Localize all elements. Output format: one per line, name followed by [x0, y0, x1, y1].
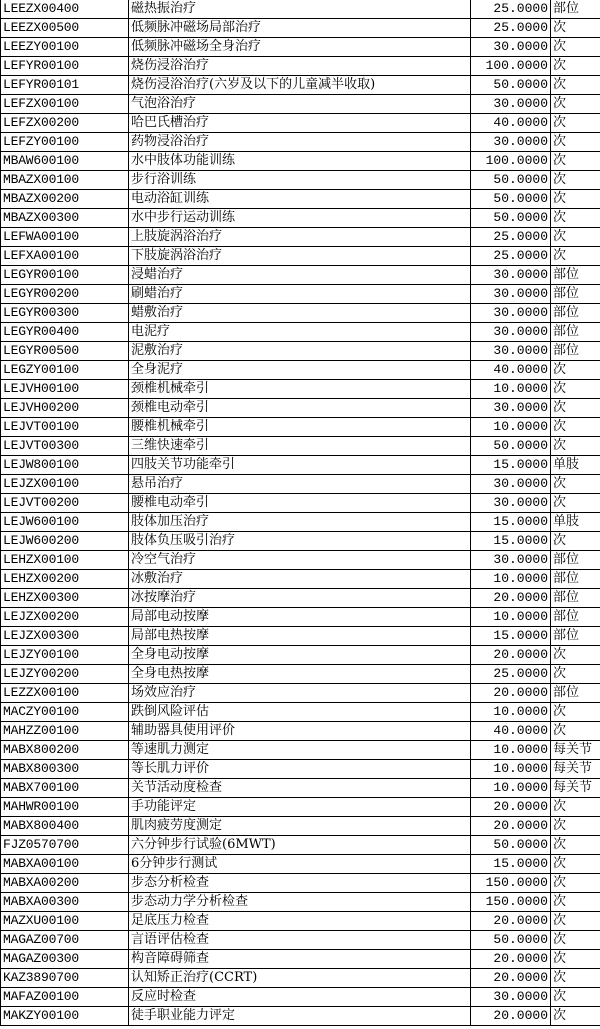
item-unit-cell: 部位 [551, 285, 600, 304]
item-code-cell: LEJZX00300 [1, 627, 129, 646]
item-name-cell: 冰敷治疗 [129, 570, 471, 589]
table-row [1, 399, 600, 418]
table-row [1, 456, 600, 475]
item-code-cell: MBAZX00100 [1, 171, 129, 190]
item-price-cell: 10.0000 [471, 418, 551, 437]
item-price-cell: 40.0000 [471, 722, 551, 741]
item-price-cell: 50.0000 [471, 437, 551, 456]
item-price-cell: 50.0000 [471, 171, 551, 190]
item-name-cell: 低频脉冲磁场全身治疗 [129, 38, 471, 57]
item-name-cell: 冰按摩治疗 [129, 589, 471, 608]
item-unit-cell: 次 [551, 931, 600, 950]
table-row [1, 855, 600, 874]
item-code-cell: MAGAZ00300 [1, 950, 129, 969]
item-price-cell: 30.0000 [471, 38, 551, 57]
item-unit-cell: 次 [551, 950, 600, 969]
item-price-cell: 15.0000 [471, 456, 551, 475]
item-unit-cell: 次 [551, 171, 600, 190]
table-row [1, 304, 600, 323]
item-price-cell: 30.0000 [471, 95, 551, 114]
item-code-cell: LEJVH00200 [1, 399, 129, 418]
item-unit-cell: 每关节 [551, 741, 600, 760]
table-row [1, 589, 600, 608]
table-row [1, 380, 600, 399]
item-unit-cell: 部位 [551, 342, 600, 361]
item-code-cell: LEFXA00100 [1, 247, 129, 266]
item-unit-cell: 部位 [551, 589, 600, 608]
table-row [1, 38, 600, 57]
item-price-cell: 10.0000 [471, 608, 551, 627]
item-price-cell: 20.0000 [471, 646, 551, 665]
item-unit-cell: 部位 [551, 551, 600, 570]
item-unit-cell: 次 [551, 437, 600, 456]
item-name-cell: 徒手职业能力评定 [129, 1007, 471, 1026]
item-unit-cell: 部位 [551, 608, 600, 627]
item-code-cell: MAHZZ00100 [1, 722, 129, 741]
item-code-cell: MABX800400 [1, 817, 129, 836]
item-unit-cell: 次 [551, 95, 600, 114]
item-name-cell: 跌倒风险评估 [129, 703, 471, 722]
item-code-cell: LEHZX00200 [1, 570, 129, 589]
item-unit-cell: 次 [551, 133, 600, 152]
table-row [1, 437, 600, 456]
item-code-cell: LEJZX00100 [1, 475, 129, 494]
item-code-cell: LEGYR00100 [1, 266, 129, 285]
item-price-cell: 25.0000 [471, 0, 551, 19]
item-unit-cell: 次 [551, 418, 600, 437]
item-unit-cell: 部位 [551, 304, 600, 323]
item-unit-cell: 次 [551, 722, 600, 741]
item-code-cell: FJZ0570700 [1, 836, 129, 855]
table-row [1, 608, 600, 627]
item-code-cell: LEGYR00300 [1, 304, 129, 323]
item-price-cell: 20.0000 [471, 950, 551, 969]
table-row [1, 988, 600, 1007]
item-price-cell: 100.0000 [471, 57, 551, 76]
item-name-cell: 腰椎电动牵引 [129, 494, 471, 513]
item-price-cell: 20.0000 [471, 817, 551, 836]
item-name-cell: 关节活动度检查 [129, 779, 471, 798]
item-name-cell: 全身电动按摩 [129, 646, 471, 665]
item-unit-cell: 部位 [551, 0, 600, 19]
item-name-cell: 步行浴训练 [129, 171, 471, 190]
item-unit-cell: 次 [551, 380, 600, 399]
item-price-cell: 10.0000 [471, 703, 551, 722]
item-unit-cell: 次 [551, 893, 600, 912]
item-name-cell: 六分钟步行试验(6MWT) [129, 836, 471, 855]
table-row [1, 950, 600, 969]
table-row [1, 57, 600, 76]
item-price-cell: 40.0000 [471, 361, 551, 380]
item-code-cell: LEJZY00200 [1, 665, 129, 684]
table-row [1, 969, 600, 988]
item-code-cell: MBAW600100 [1, 152, 129, 171]
item-price-cell: 150.0000 [471, 874, 551, 893]
item-code-cell: LEEZX00500 [1, 19, 129, 38]
item-code-cell: LEFZX00200 [1, 114, 129, 133]
item-code-cell: LEGZY00100 [1, 361, 129, 380]
item-unit-cell: 次 [551, 247, 600, 266]
item-price-cell: 30.0000 [471, 304, 551, 323]
item-code-cell: LEJVT00300 [1, 437, 129, 456]
table-row [1, 760, 600, 779]
item-unit-cell: 每关节 [551, 779, 600, 798]
item-code-cell: LEJVH00100 [1, 380, 129, 399]
item-unit-cell: 次 [551, 475, 600, 494]
item-name-cell: 手功能评定 [129, 798, 471, 817]
table-row [1, 551, 600, 570]
table-row [1, 342, 600, 361]
item-code-cell: MABX800200 [1, 741, 129, 760]
item-name-cell: 悬吊治疗 [129, 475, 471, 494]
item-name-cell: 磁热振治疗 [129, 0, 471, 19]
item-price-cell: 25.0000 [471, 19, 551, 38]
item-code-cell: MABXA00200 [1, 874, 129, 893]
item-name-cell: 烧伤浸浴治疗(六岁及以下的儿童减半收取) [129, 76, 471, 95]
item-code-cell: LEJZY00100 [1, 646, 129, 665]
item-price-cell: 15.0000 [471, 532, 551, 551]
item-price-cell: 30.0000 [471, 266, 551, 285]
item-price-cell: 25.0000 [471, 665, 551, 684]
item-name-cell: 四肢关节功能牵引 [129, 456, 471, 475]
table-row [1, 133, 600, 152]
item-name-cell: 刷蜡治疗 [129, 285, 471, 304]
item-name-cell: 气泡浴治疗 [129, 95, 471, 114]
item-unit-cell: 次 [551, 969, 600, 988]
item-unit-cell: 部位 [551, 570, 600, 589]
item-name-cell: 辅助器具使用评价 [129, 722, 471, 741]
item-unit-cell: 次 [551, 361, 600, 380]
table-row [1, 532, 600, 551]
item-price-cell: 30.0000 [471, 475, 551, 494]
item-name-cell: 6分钟步行测试 [129, 855, 471, 874]
table-row [1, 836, 600, 855]
item-unit-cell: 次 [551, 874, 600, 893]
item-price-cell: 40.0000 [471, 114, 551, 133]
item-code-cell: LEGYR00500 [1, 342, 129, 361]
item-code-cell: MAFAZ00100 [1, 988, 129, 1007]
item-price-cell: 50.0000 [471, 76, 551, 95]
item-price-cell: 100.0000 [471, 152, 551, 171]
item-name-cell: 低频脉冲磁场局部治疗 [129, 19, 471, 38]
item-price-cell: 15.0000 [471, 855, 551, 874]
item-name-cell: 肢体负压吸引治疗 [129, 532, 471, 551]
item-code-cell: MAGAZ00700 [1, 931, 129, 950]
item-code-cell: MAHWR00100 [1, 798, 129, 817]
table-row [1, 114, 600, 133]
table-row [1, 190, 600, 209]
table-row [1, 323, 600, 342]
item-name-cell: 浸蜡治疗 [129, 266, 471, 285]
item-unit-cell: 次 [551, 190, 600, 209]
item-code-cell: LEJW600200 [1, 532, 129, 551]
item-name-cell: 全身电热按摩 [129, 665, 471, 684]
table-row [1, 171, 600, 190]
item-price-cell: 20.0000 [471, 1007, 551, 1026]
item-code-cell: MBAZX00200 [1, 190, 129, 209]
item-code-cell: LEFYR00101 [1, 76, 129, 95]
item-name-cell: 水中肢体功能训练 [129, 152, 471, 171]
item-price-cell: 20.0000 [471, 589, 551, 608]
item-name-cell: 腰椎机械牵引 [129, 418, 471, 437]
item-name-cell: 哈巴氏槽治疗 [129, 114, 471, 133]
item-unit-cell: 次 [551, 399, 600, 418]
table-row [1, 152, 600, 171]
item-price-cell: 10.0000 [471, 570, 551, 589]
item-unit-cell: 次 [551, 703, 600, 722]
item-code-cell: LEEZY00100 [1, 38, 129, 57]
item-price-cell: 30.0000 [471, 342, 551, 361]
item-name-cell: 水中步行运动训练 [129, 209, 471, 228]
table-row [1, 798, 600, 817]
item-unit-cell: 次 [551, 19, 600, 38]
item-price-cell: 50.0000 [471, 190, 551, 209]
item-unit-cell: 次 [551, 228, 600, 247]
item-name-cell: 上肢旋涡浴治疗 [129, 228, 471, 247]
item-name-cell: 足底压力检查 [129, 912, 471, 931]
table-row [1, 95, 600, 114]
item-price-cell: 15.0000 [471, 513, 551, 532]
item-price-cell: 30.0000 [471, 551, 551, 570]
item-code-cell: LEEZX00400 [1, 0, 129, 19]
table-row [1, 893, 600, 912]
item-unit-cell: 部位 [551, 266, 600, 285]
item-unit-cell: 次 [551, 76, 600, 95]
item-unit-cell: 次 [551, 57, 600, 76]
item-name-cell: 电动浴缸训练 [129, 190, 471, 209]
item-name-cell: 下肢旋涡浴治疗 [129, 247, 471, 266]
item-name-cell: 等长肌力评价 [129, 760, 471, 779]
item-price-cell: 30.0000 [471, 494, 551, 513]
table-row [1, 646, 600, 665]
table-row [1, 513, 600, 532]
item-price-cell: 150.0000 [471, 893, 551, 912]
item-price-cell: 50.0000 [471, 836, 551, 855]
item-code-cell: MABXA00300 [1, 893, 129, 912]
item-name-cell: 步态动力学分析检查 [129, 893, 471, 912]
item-price-cell: 50.0000 [471, 209, 551, 228]
table-row [1, 703, 600, 722]
table-row [1, 912, 600, 931]
item-unit-cell: 部位 [551, 627, 600, 646]
item-name-cell: 颈椎电动牵引 [129, 399, 471, 418]
item-price-cell: 10.0000 [471, 779, 551, 798]
item-code-cell: MACZY00100 [1, 703, 129, 722]
table-row [1, 931, 600, 950]
table-row [1, 570, 600, 589]
table-row [1, 266, 600, 285]
item-name-cell: 局部电动按摩 [129, 608, 471, 627]
item-code-cell: LEFZY00100 [1, 133, 129, 152]
item-code-cell: LEFZX00100 [1, 95, 129, 114]
item-unit-cell: 次 [551, 209, 600, 228]
item-code-cell: MABXA00100 [1, 855, 129, 874]
item-name-cell: 肢体加压治疗 [129, 513, 471, 532]
item-unit-cell: 次 [551, 817, 600, 836]
item-price-cell: 30.0000 [471, 133, 551, 152]
table-row [1, 418, 600, 437]
item-name-cell: 局部电热按摩 [129, 627, 471, 646]
item-name-cell: 电泥疗 [129, 323, 471, 342]
item-code-cell: LEJVT00100 [1, 418, 129, 437]
item-price-cell: 10.0000 [471, 380, 551, 399]
item-name-cell: 颈椎机械牵引 [129, 380, 471, 399]
item-price-cell: 25.0000 [471, 247, 551, 266]
item-code-cell: LEFWA00100 [1, 228, 129, 247]
item-price-cell: 10.0000 [471, 741, 551, 760]
item-code-cell: LEJW600100 [1, 513, 129, 532]
item-price-cell: 20.0000 [471, 684, 551, 703]
item-name-cell: 烧伤浸浴治疗 [129, 57, 471, 76]
table-row [1, 228, 600, 247]
item-unit-cell: 次 [551, 1007, 600, 1026]
item-price-cell: 30.0000 [471, 285, 551, 304]
table-row [1, 361, 600, 380]
item-code-cell: MABX700100 [1, 779, 129, 798]
table-row [1, 741, 600, 760]
table-row [1, 247, 600, 266]
item-name-cell: 冷空气治疗 [129, 551, 471, 570]
item-unit-cell: 次 [551, 912, 600, 931]
item-name-cell: 认知矫正治疗(CCRT) [129, 969, 471, 988]
item-code-cell: MAZXU00100 [1, 912, 129, 931]
item-price-cell: 10.0000 [471, 760, 551, 779]
table-row [1, 817, 600, 836]
item-unit-cell: 单肢 [551, 456, 600, 475]
item-code-cell: LEJW800100 [1, 456, 129, 475]
item-unit-cell: 次 [551, 798, 600, 817]
item-price-cell: 30.0000 [471, 323, 551, 342]
item-code-cell: LEHZX00100 [1, 551, 129, 570]
item-name-cell: 泥敷治疗 [129, 342, 471, 361]
item-code-cell: LEGYR00400 [1, 323, 129, 342]
table-row [1, 1007, 600, 1026]
table-row [1, 475, 600, 494]
table-row [1, 494, 600, 513]
table-row [1, 874, 600, 893]
item-code-cell: LEFYR00100 [1, 57, 129, 76]
item-name-cell: 反应时检查 [129, 988, 471, 1007]
item-code-cell: LEZZX00100 [1, 684, 129, 703]
table-row [1, 627, 600, 646]
item-unit-cell: 次 [551, 665, 600, 684]
item-unit-cell: 单肢 [551, 513, 600, 532]
item-name-cell: 蜡敷治疗 [129, 304, 471, 323]
item-code-cell: MABX800300 [1, 760, 129, 779]
item-price-cell: 15.0000 [471, 627, 551, 646]
item-name-cell: 等速肌力测定 [129, 741, 471, 760]
item-unit-cell: 部位 [551, 684, 600, 703]
item-unit-cell: 次 [551, 114, 600, 133]
item-price-cell: 25.0000 [471, 228, 551, 247]
item-unit-cell: 次 [551, 836, 600, 855]
item-unit-cell: 次 [551, 988, 600, 1007]
table-row [1, 0, 600, 19]
table-row [1, 285, 600, 304]
item-code-cell: MBAZX00300 [1, 209, 129, 228]
price-table-body [1, 0, 600, 1026]
item-price-cell: 20.0000 [471, 912, 551, 931]
item-unit-cell: 次 [551, 855, 600, 874]
item-price-cell: 30.0000 [471, 988, 551, 1007]
item-unit-cell: 每关节 [551, 760, 600, 779]
table-row [1, 76, 600, 95]
item-name-cell: 步态分析检查 [129, 874, 471, 893]
item-code-cell: LEHZX00300 [1, 589, 129, 608]
item-name-cell: 构音障碍筛查 [129, 950, 471, 969]
item-price-cell: 20.0000 [471, 798, 551, 817]
item-unit-cell: 次 [551, 494, 600, 513]
item-name-cell: 肌肉疲劳度测定 [129, 817, 471, 836]
table-row [1, 209, 600, 228]
item-code-cell: KAZ3890700 [1, 969, 129, 988]
item-unit-cell: 部位 [551, 323, 600, 342]
item-name-cell: 药物浸浴治疗 [129, 133, 471, 152]
item-price-cell: 30.0000 [471, 399, 551, 418]
item-name-cell: 三维快速牵引 [129, 437, 471, 456]
table-row [1, 779, 600, 798]
item-unit-cell: 次 [551, 38, 600, 57]
item-code-cell: MAKZY00100 [1, 1007, 129, 1026]
item-price-cell: 20.0000 [471, 969, 551, 988]
item-name-cell: 全身泥疗 [129, 361, 471, 380]
item-unit-cell: 次 [551, 152, 600, 171]
item-unit-cell: 次 [551, 532, 600, 551]
table-row [1, 665, 600, 684]
item-unit-cell: 次 [551, 646, 600, 665]
table-row [1, 19, 600, 38]
item-name-cell: 言语评估检查 [129, 931, 471, 950]
item-code-cell: LEGYR00200 [1, 285, 129, 304]
item-name-cell: 场效应治疗 [129, 684, 471, 703]
table-row [1, 684, 600, 703]
item-code-cell: LEJVT00200 [1, 494, 129, 513]
item-price-cell: 50.0000 [471, 931, 551, 950]
table-row [1, 722, 600, 741]
item-code-cell: LEJZX00200 [1, 608, 129, 627]
